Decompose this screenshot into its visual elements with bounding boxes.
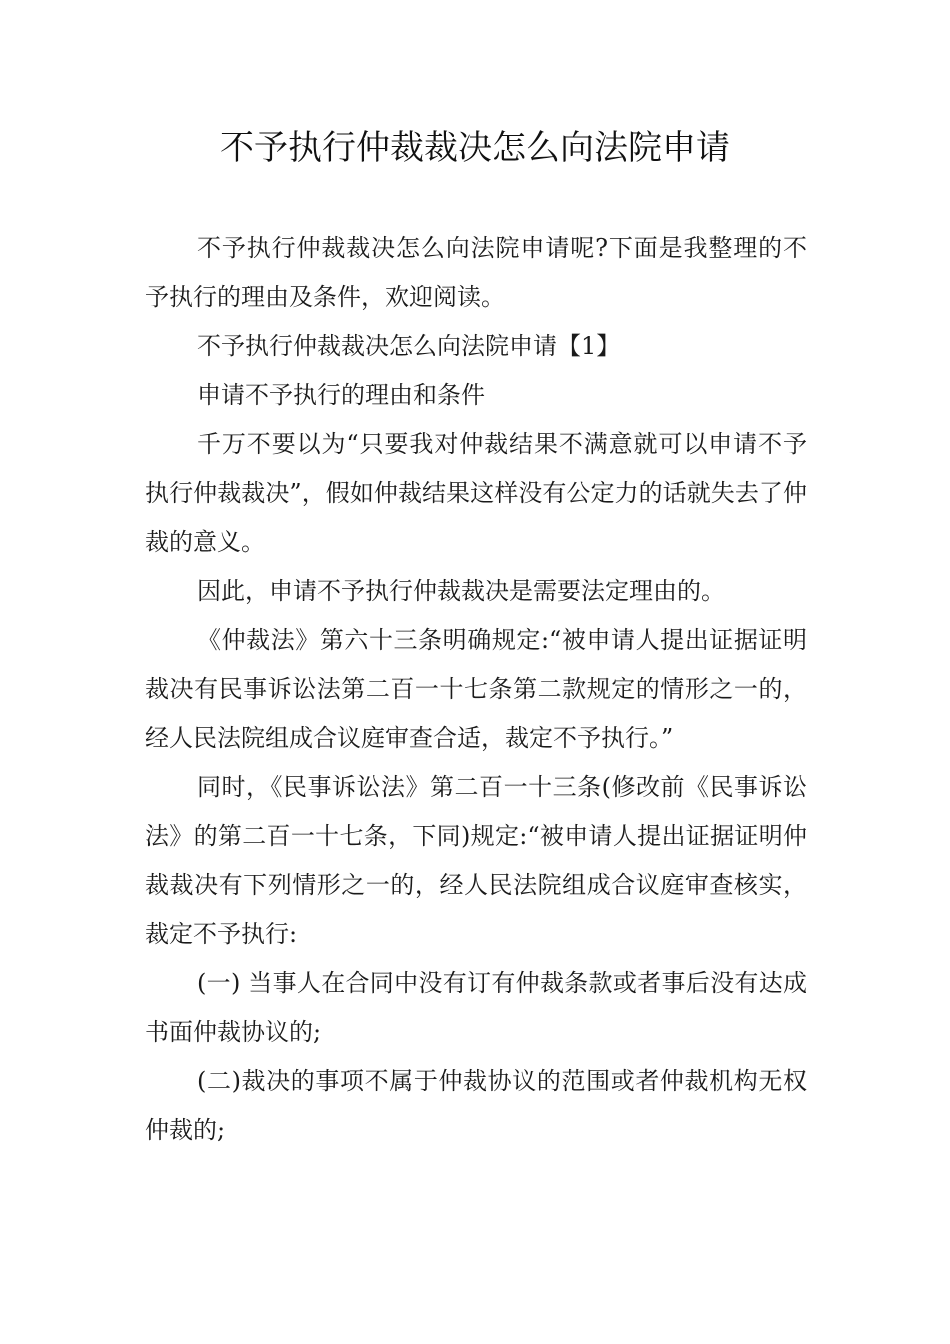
list-item: (一) 当事人在合同中没有订有仲裁条款或者事后没有达成书面仲裁协议的;	[145, 969, 807, 1046]
list-item: (二)裁决的事项不属于仲裁协议的范围或者仲裁机构无权仲裁的;	[145, 1067, 807, 1144]
paragraph: 千万不要以为“只要我对仲裁结果不满意就可以申请不予执行仲裁裁决”，假如仲裁结果这样没有公定力的话就失去了仲裁的意义。	[145, 430, 807, 556]
paragraph: 不予执行仲裁裁决怎么向法院申请呢?下面是我整理的不予执行的理由及条件，欢迎阅读。	[145, 234, 807, 311]
section-heading: 不予执行仲裁裁决怎么向法院申请【1】	[197, 332, 621, 360]
document-title: 不予执行仲裁裁决怎么向法院申请	[220, 128, 730, 168]
subsection-heading: 申请不予执行的理由和条件	[197, 381, 485, 409]
document-body	[145, 224, 807, 1155]
paragraph: 因此，申请不予执行仲裁裁决是需要法定理由的。	[197, 577, 725, 605]
paragraph: 同时，《民事诉讼法》第二百一十三条(修改前《民事诉讼法》的第二百一十七条，下同)规定:“被申请人提出证据证明仲裁裁决有下列情形之一的，经人民法院组成合议庭审查核实，裁定不予执行:	[145, 773, 807, 948]
paragraph: 《仲裁法》第六十三条明确规定:“被申请人提出证据证明裁决有民事诉讼法第二百一十七条第二款规定的情形之一的，经人民法院组成合议庭审查合适，裁定不予执行。”	[145, 626, 807, 752]
